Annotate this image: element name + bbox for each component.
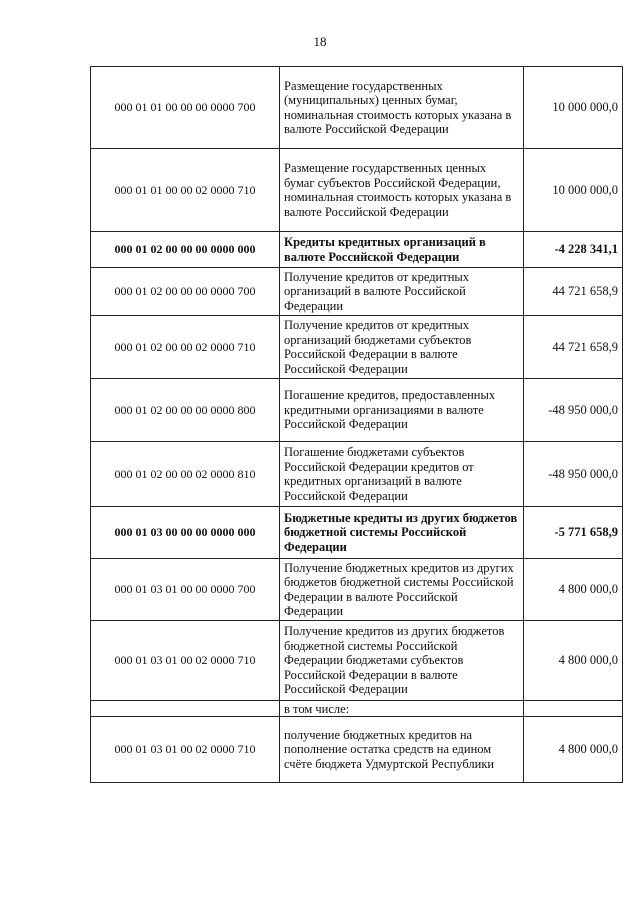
- description-cell: Получение кредитов от кредитных организаций бюджетами субъектов Российской Федерации в валюте Российской Федерации: [280, 316, 524, 379]
- budget-code-cell: 000 01 02 00 00 00 0000 000: [91, 232, 280, 268]
- amount-cell: [524, 701, 623, 717]
- amount-cell: 44 721 658,9: [524, 316, 623, 379]
- amount-cell: -48 950 000,0: [524, 379, 623, 442]
- description-cell: Бюджетные кредиты из других бюджетов бюджетной системы Российской Федерации: [280, 507, 524, 559]
- description-cell: Размещение государственных ценных бумаг субъектов Российской Федерации, номинальная стоимость которых указана в валюте Российской Федерации: [280, 149, 524, 232]
- page-number: 18: [313, 34, 327, 49]
- description-cell: получение бюджетных кредитов на пополнение остатка средств на едином счёте бюджета Удмуртской Республики: [280, 717, 524, 783]
- budget-code-cell: 000 01 02 00 00 00 0000 800: [91, 379, 280, 442]
- budget-code-cell: 000 01 01 00 00 00 0000 700: [91, 67, 280, 149]
- amount-cell: -5 771 658,9: [524, 507, 623, 559]
- amount-cell: 44 721 658,9: [524, 268, 623, 316]
- table-row: [91, 379, 623, 442]
- description-cell: Кредиты кредитных организаций в валюте Российской Федерации: [280, 232, 524, 268]
- description-cell: Получение бюджетных кредитов из других бюджетов бюджетной системы Российской Федерации в валюте Российской Федерации: [280, 559, 524, 621]
- amount-cell: -48 950 000,0: [524, 442, 623, 507]
- budget-code-cell: 000 01 02 00 00 00 0000 700: [91, 268, 280, 316]
- table-row-section-total: [91, 232, 623, 268]
- budget-sources-table: [90, 66, 623, 783]
- description-cell: Размещение государственных (муниципальных) ценных бумаг, номинальная стоимость которых указана в валюте Российской Федерации: [280, 67, 524, 149]
- budget-code-cell: 000 01 01 00 00 02 0000 710: [91, 149, 280, 232]
- budget-code-cell: 000 01 03 00 00 00 0000 000: [91, 507, 280, 559]
- amount-cell: 4 800 000,0: [524, 621, 623, 701]
- budget-code-cell: 000 01 02 00 00 02 0000 710: [91, 316, 280, 379]
- amount-cell: 4 800 000,0: [524, 559, 623, 621]
- table-row: [91, 621, 623, 701]
- description-cell: Погашение бюджетами субъектов Российской Федерации кредитов от кредитных организаций в валюте Российской Федерации: [280, 442, 524, 507]
- amount-cell: 4 800 000,0: [524, 717, 623, 783]
- description-cell: Получение кредитов от кредитных организаций в валюте Российской Федерации: [280, 268, 524, 316]
- budget-code-cell: [91, 701, 280, 717]
- budget-code-cell: 000 01 03 01 00 02 0000 710: [91, 717, 280, 783]
- table-row: [91, 717, 623, 783]
- amount-cell: 10 000 000,0: [524, 67, 623, 149]
- table-row: [91, 149, 623, 232]
- table-row: [91, 442, 623, 507]
- description-cell: в том числе:: [280, 701, 524, 717]
- amount-cell: -4 228 341,1: [524, 232, 623, 268]
- budget-code-cell: 000 01 02 00 00 02 0000 810: [91, 442, 280, 507]
- table-row: [91, 559, 623, 621]
- description-cell: Получение кредитов из других бюджетов бюджетной системы Российской Федерации бюджетами субъектов Российской Федерации в валюте Российской Федерации: [280, 621, 524, 701]
- budget-code-cell: 000 01 03 01 00 00 0000 700: [91, 559, 280, 621]
- table-row-including-label: [91, 701, 623, 717]
- table-row-section-total: [91, 507, 623, 559]
- description-cell: Погашение кредитов, предоставленных кредитными организациями в валюте Российской Федерации: [280, 379, 524, 442]
- amount-cell: 10 000 000,0: [524, 149, 623, 232]
- budget-code-cell: 000 01 03 01 00 02 0000 710: [91, 621, 280, 701]
- table-row: [91, 268, 623, 316]
- table-row: [91, 67, 623, 149]
- table-row: [91, 316, 623, 379]
